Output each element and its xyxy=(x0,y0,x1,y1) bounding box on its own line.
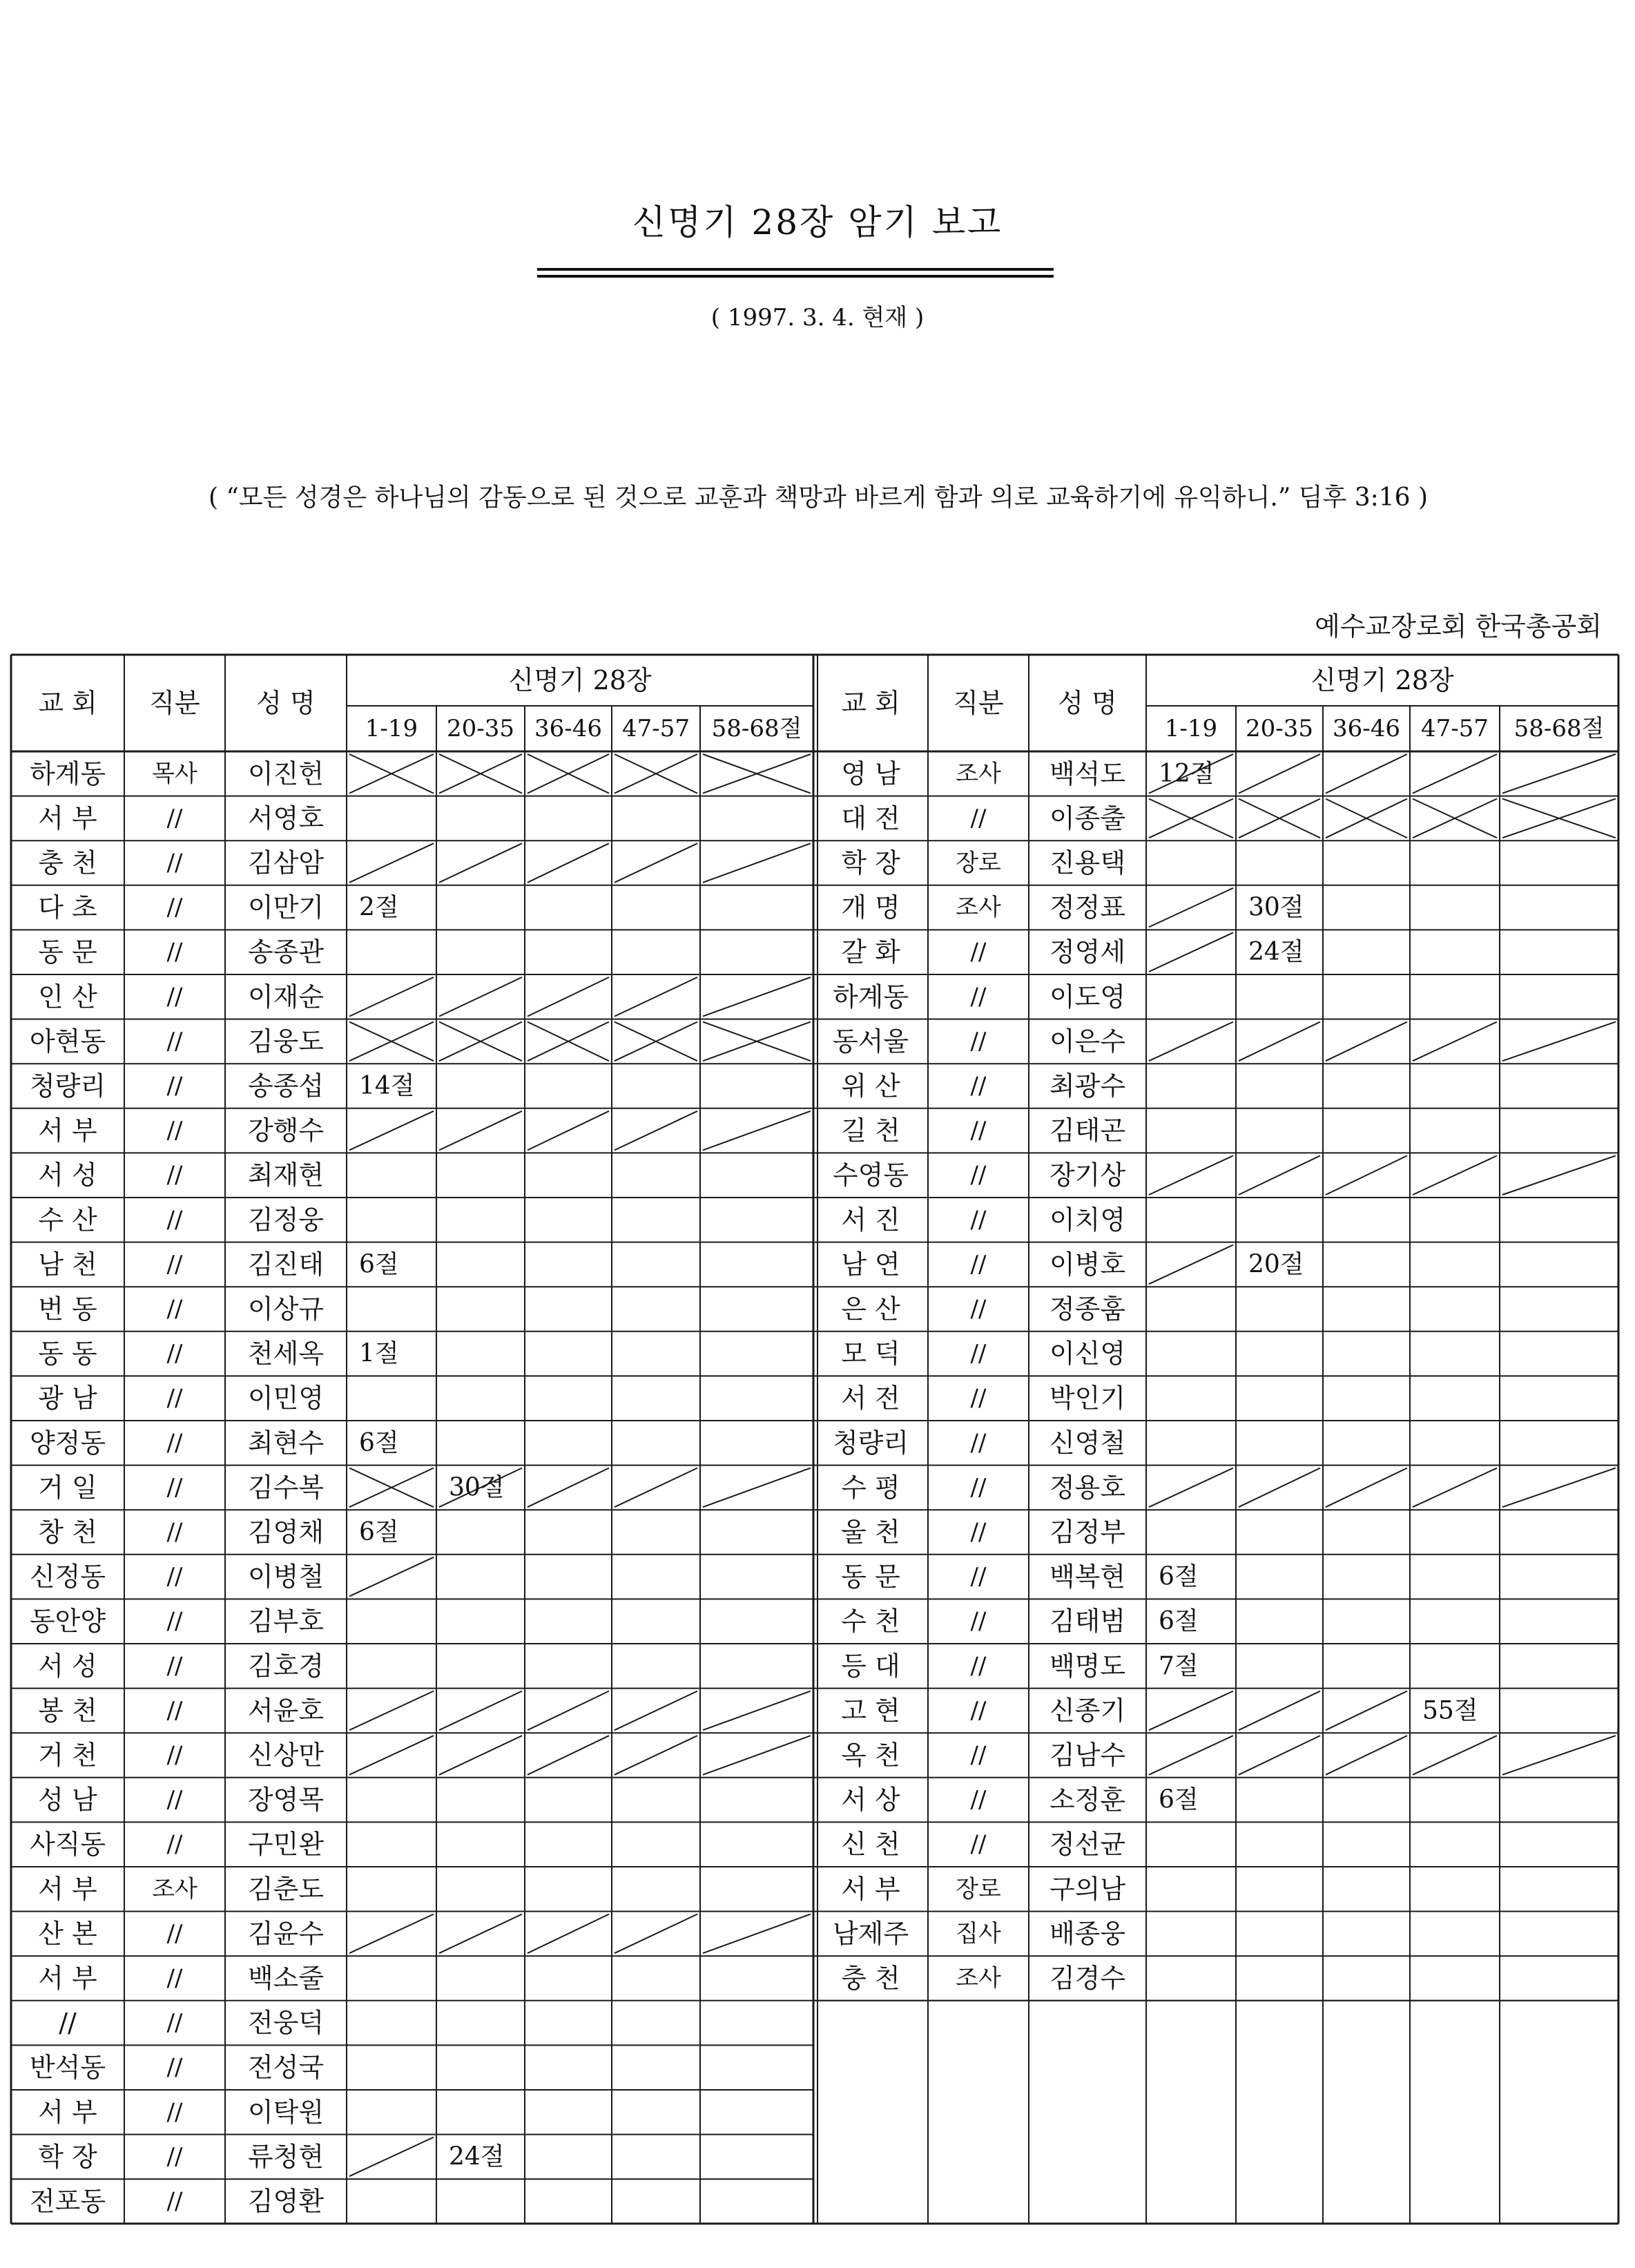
church-name: 봉 천 xyxy=(38,1695,97,1726)
slash-mark xyxy=(528,1736,609,1775)
position-title: // xyxy=(166,1919,183,1948)
slash-mark xyxy=(703,1111,811,1151)
position-title: // xyxy=(970,938,987,966)
person-name: 서윤호 xyxy=(247,1695,325,1726)
person-name: 박인기 xyxy=(1049,1383,1126,1414)
church-name: 다 초 xyxy=(38,892,97,923)
person-name: 장기상 xyxy=(1049,1160,1126,1191)
slash-mark xyxy=(349,977,434,1017)
church-name: 번 동 xyxy=(38,1294,97,1325)
person-name: 천세옥 xyxy=(247,1338,325,1370)
position-title: // xyxy=(166,1473,183,1501)
person-name: 강행수 xyxy=(247,1115,325,1146)
church-name: 신 천 xyxy=(841,1829,900,1860)
slash-mark xyxy=(1239,1155,1320,1195)
person-name: 송종관 xyxy=(247,936,325,968)
church-name: 은 산 xyxy=(841,1294,900,1325)
church-name: 거 천 xyxy=(38,1740,97,1771)
verse-count: 20절 xyxy=(1248,1250,1304,1279)
slash-mark xyxy=(1326,754,1407,794)
person-name: 이만기 xyxy=(247,892,325,923)
position-title: // xyxy=(166,1518,183,1546)
verse-count: 30절 xyxy=(449,1473,505,1502)
person-name: 백복현 xyxy=(1049,1561,1126,1593)
church-name: 하계동 xyxy=(832,981,909,1012)
organization-name: 예수교장로회 한국총공회 xyxy=(1315,611,1602,642)
church-name: 충 천 xyxy=(38,847,97,878)
position-title: 조사 xyxy=(956,894,1001,922)
church-name: 갈 화 xyxy=(841,936,900,968)
header-church-right: 교 회 xyxy=(841,688,900,718)
church-name: 서 부 xyxy=(38,1963,97,1994)
position-title: // xyxy=(970,1206,987,1234)
person-name: 김정부 xyxy=(1049,1517,1126,1548)
church-name: 동 동 xyxy=(38,1338,97,1370)
person-name: 신종기 xyxy=(1049,1695,1126,1726)
person-name: 이탁원 xyxy=(247,2097,325,2128)
church-name: 개 명 xyxy=(841,892,900,923)
verse-count: 6절 xyxy=(1159,1785,1199,1814)
position-title: // xyxy=(970,1340,987,1368)
person-name: 진용택 xyxy=(1049,847,1126,878)
position-title: // xyxy=(970,1295,987,1323)
church-name: 거 일 xyxy=(38,1472,97,1503)
slash-mark xyxy=(1239,1468,1320,1508)
church-name: 수 평 xyxy=(841,1472,900,1503)
church-name: 서 진 xyxy=(841,1204,900,1236)
church-name: 산 본 xyxy=(38,1918,97,1949)
slash-mark xyxy=(615,1111,697,1151)
slash-mark xyxy=(528,977,609,1017)
person-name: 김춘도 xyxy=(247,1874,325,1905)
person-name: 최현수 xyxy=(247,1428,325,1459)
position-title: 장로 xyxy=(956,849,1001,877)
slash-mark xyxy=(528,1914,609,1954)
church-name: 길 천 xyxy=(841,1115,900,1146)
position-title: // xyxy=(166,1117,183,1145)
slash-mark xyxy=(349,1914,434,1954)
position-title: // xyxy=(970,1741,987,1769)
church-name: 서 부 xyxy=(841,1874,900,1905)
header-range-right: 36-46 xyxy=(1332,715,1401,742)
slash-mark xyxy=(349,843,434,883)
position-title: 조사 xyxy=(956,1964,1001,1992)
slash-mark xyxy=(1413,1468,1497,1508)
verse-count: 6절 xyxy=(359,1250,399,1279)
person-name: 배종웅 xyxy=(1049,1918,1126,1949)
position-title: // xyxy=(970,1518,987,1546)
position-title: // xyxy=(970,1830,987,1858)
position-title: // xyxy=(970,1473,987,1501)
slash-mark xyxy=(1502,1155,1616,1195)
church-name: 하계동 xyxy=(29,758,106,789)
position-title: // xyxy=(166,1563,183,1591)
position-title: // xyxy=(166,1384,183,1412)
verse-count: 1절 xyxy=(359,1339,399,1368)
position-title: // xyxy=(166,983,183,1011)
verse-count: 12절 xyxy=(1159,759,1215,788)
person-name: 김정웅 xyxy=(247,1204,325,1236)
slash-mark xyxy=(703,1914,811,1954)
verse-count: 7절 xyxy=(1159,1651,1199,1680)
church-name: 아현동 xyxy=(29,1026,106,1057)
slash-mark xyxy=(1149,1245,1233,1285)
header-range-left: 1-19 xyxy=(365,715,418,742)
church-name: 서 부 xyxy=(38,1874,97,1905)
slash-mark xyxy=(528,1691,609,1731)
church-name: 등 대 xyxy=(841,1651,900,1682)
church-name: 남제주 xyxy=(832,1918,909,1949)
person-name: 김태곤 xyxy=(1049,1115,1126,1146)
slash-mark xyxy=(1413,1736,1497,1775)
person-name: 송종섭 xyxy=(247,1070,325,1102)
header-group-right: 신명기 28장 xyxy=(1310,665,1454,695)
slash-mark xyxy=(1149,888,1233,928)
person-name: 이재순 xyxy=(247,981,325,1012)
scripture-quote: ( “모든 성경은 하나님의 감동으로 된 것으로 교훈과 책망과 바르게 함과 의로 교육하기에 유익하니.” 딤후 3:16 ) xyxy=(208,483,1429,512)
person-name: 이진헌 xyxy=(247,758,325,789)
person-name: 이신영 xyxy=(1049,1338,1126,1370)
person-name: 백명도 xyxy=(1049,1651,1126,1682)
church-name: 동 문 xyxy=(841,1561,900,1593)
church-name: 수 천 xyxy=(841,1606,900,1637)
header-name-right: 성 명 xyxy=(1058,688,1117,718)
slash-mark xyxy=(1239,1022,1320,1061)
person-name: 이종출 xyxy=(1049,803,1126,834)
person-name: 신영철 xyxy=(1049,1428,1126,1459)
person-name: 김수복 xyxy=(247,1472,325,1503)
position-title: // xyxy=(970,1696,987,1724)
position-title: // xyxy=(166,1027,183,1055)
church-name: 학 장 xyxy=(841,847,900,878)
position-title: // xyxy=(970,1652,987,1680)
slash-mark xyxy=(1239,1736,1320,1775)
church-name: 성 남 xyxy=(38,1785,97,1816)
slash-mark xyxy=(1413,754,1497,794)
slash-mark xyxy=(439,1111,522,1151)
position-title: // xyxy=(166,2142,183,2171)
position-title: // xyxy=(166,1607,183,1635)
header-position-left: 직분 xyxy=(149,688,200,718)
church-name: 남 연 xyxy=(841,1249,900,1280)
verse-count: 14절 xyxy=(359,1072,415,1100)
church-name: 청량리 xyxy=(29,1070,106,1102)
document-date: ( 1997. 3. 4. 현재 ) xyxy=(710,304,925,331)
person-name: 신상만 xyxy=(247,1740,325,1771)
church-name: // xyxy=(59,2008,77,2039)
position-title: 장로 xyxy=(956,1875,1001,1903)
verse-count: 55절 xyxy=(1422,1696,1478,1725)
slash-mark xyxy=(1502,1468,1616,1508)
slash-mark xyxy=(615,843,697,883)
church-name: 충 천 xyxy=(841,1963,900,1994)
slash-mark xyxy=(703,1736,811,1775)
header-name-left: 성 명 xyxy=(256,688,316,718)
verse-count: 24절 xyxy=(1248,938,1304,967)
slash-mark xyxy=(439,977,522,1017)
position-title: // xyxy=(970,1250,987,1278)
church-name: 청량리 xyxy=(832,1428,909,1459)
person-name: 전웅덕 xyxy=(247,2008,325,2039)
header-position-right: 직분 xyxy=(953,688,1004,718)
slash-mark xyxy=(349,1557,434,1597)
slash-mark xyxy=(439,1914,522,1954)
verse-count: 6절 xyxy=(1159,1607,1199,1636)
person-name: 김영채 xyxy=(247,1517,325,1548)
position-title: 조사 xyxy=(956,760,1001,788)
person-name: 서영호 xyxy=(247,803,325,834)
slash-mark xyxy=(615,1691,697,1731)
church-name: 반석동 xyxy=(29,2052,106,2083)
verse-count: 24절 xyxy=(449,2142,505,2171)
slash-mark xyxy=(1326,1736,1407,1775)
slash-mark xyxy=(703,1691,811,1731)
church-name: 수영동 xyxy=(832,1160,909,1191)
position-title: // xyxy=(970,1563,987,1591)
slash-mark xyxy=(439,1736,522,1775)
person-name: 최광수 xyxy=(1049,1070,1126,1102)
header-range-left: 58-68절 xyxy=(711,715,802,742)
church-name: 양정동 xyxy=(29,1428,106,1459)
church-name: 동서울 xyxy=(832,1026,909,1057)
position-title: // xyxy=(970,1072,987,1100)
position-title: // xyxy=(166,1741,183,1769)
person-name: 구민완 xyxy=(247,1829,325,1860)
person-name: 김진태 xyxy=(247,1249,325,1280)
header-range-right: 58-68절 xyxy=(1513,715,1605,742)
person-name: 백석도 xyxy=(1049,758,1126,789)
slash-mark xyxy=(1239,1691,1320,1731)
position-title: // xyxy=(970,1607,987,1635)
header-church-left: 교 회 xyxy=(38,688,97,718)
person-name: 정용호 xyxy=(1049,1472,1126,1503)
slash-mark xyxy=(1326,1691,1407,1731)
slash-mark xyxy=(615,1468,697,1508)
verse-count: 30절 xyxy=(1248,893,1304,922)
position-title: // xyxy=(970,1384,987,1412)
person-name: 김삼암 xyxy=(247,847,325,878)
person-name: 소정훈 xyxy=(1049,1785,1126,1816)
church-name: 서 전 xyxy=(841,1383,900,1414)
person-name: 이병호 xyxy=(1049,1249,1126,1280)
church-name: 동안양 xyxy=(29,1606,106,1637)
church-name: 모 덕 xyxy=(841,1338,900,1370)
person-name: 류청현 xyxy=(247,2141,325,2172)
church-name: 대 전 xyxy=(841,803,900,834)
person-name: 정종훔 xyxy=(1049,1294,1126,1325)
church-name: 광 남 xyxy=(38,1383,97,1414)
verse-count: 6절 xyxy=(359,1428,399,1457)
slash-mark xyxy=(1413,1022,1497,1061)
slash-mark xyxy=(615,977,697,1017)
person-name: 이민영 xyxy=(247,1383,325,1414)
person-name: 정선균 xyxy=(1049,1829,1126,1860)
position-title: // xyxy=(970,1027,987,1055)
position-title: // xyxy=(166,849,183,877)
slash-mark xyxy=(528,1468,609,1508)
person-name: 김경수 xyxy=(1049,1963,1126,1994)
church-name: 전포동 xyxy=(29,2186,106,2217)
position-title: // xyxy=(970,1786,987,1814)
slash-mark xyxy=(1326,1022,1407,1061)
person-name: 최재현 xyxy=(247,1160,325,1191)
church-name: 서 부 xyxy=(38,2097,97,2128)
church-name: 인 산 xyxy=(38,981,97,1012)
position-title: // xyxy=(166,1340,183,1368)
position-title: // xyxy=(970,1429,987,1457)
verse-count: 2절 xyxy=(359,893,399,922)
slash-mark xyxy=(439,843,522,883)
person-name: 이도영 xyxy=(1049,981,1126,1012)
position-title: 집사 xyxy=(956,1919,1001,1948)
church-name: 서 부 xyxy=(38,1115,97,1146)
verse-count: 6절 xyxy=(359,1518,399,1546)
person-name: 장영목 xyxy=(247,1785,325,1816)
slash-mark xyxy=(1326,1155,1407,1195)
position-title: 목사 xyxy=(152,760,197,788)
slash-mark xyxy=(1239,754,1320,794)
position-title: // xyxy=(166,1786,183,1814)
position-title: // xyxy=(970,983,987,1011)
position-title: // xyxy=(166,1652,183,1680)
position-title: // xyxy=(166,804,183,832)
slash-mark xyxy=(1149,1022,1233,1061)
person-name: 김영환 xyxy=(247,2186,325,2217)
verse-count: 6절 xyxy=(1159,1562,1199,1591)
slash-mark xyxy=(1413,1155,1497,1195)
church-name: 서 상 xyxy=(841,1785,900,1816)
church-name: 고 현 xyxy=(841,1695,900,1726)
position-title: // xyxy=(166,894,183,922)
position-title: // xyxy=(166,2187,183,2216)
slash-mark xyxy=(615,1914,697,1954)
slash-mark xyxy=(349,1111,434,1151)
position-title: // xyxy=(166,938,183,966)
church-name: 영 남 xyxy=(841,758,900,789)
header-range-left: 36-46 xyxy=(534,715,603,742)
header-range-left: 20-35 xyxy=(446,715,515,742)
slash-mark xyxy=(349,1691,434,1731)
slash-mark xyxy=(1502,1022,1616,1061)
position-title: // xyxy=(970,804,987,832)
church-name: 서 성 xyxy=(38,1651,97,1682)
slash-mark xyxy=(703,977,811,1017)
position-title: 조사 xyxy=(152,1875,197,1903)
position-title: // xyxy=(970,1161,987,1189)
slash-mark xyxy=(1502,754,1616,794)
slash-mark xyxy=(615,1736,697,1775)
person-name: 김남수 xyxy=(1049,1740,1126,1771)
church-name: 서 성 xyxy=(38,1160,97,1191)
church-name: 동 문 xyxy=(38,936,97,968)
position-title: // xyxy=(166,1295,183,1323)
header-range-right: 20-35 xyxy=(1245,715,1314,742)
position-title: // xyxy=(166,1161,183,1189)
church-name: 수 산 xyxy=(38,1204,97,1236)
church-name: 학 장 xyxy=(38,2141,97,2172)
person-name: 전성국 xyxy=(247,2052,325,2083)
slash-mark xyxy=(1502,1736,1616,1775)
church-name: 신정동 xyxy=(29,1561,106,1593)
header-range-left: 47-57 xyxy=(621,715,690,742)
slash-mark xyxy=(1149,1736,1233,1775)
slash-mark xyxy=(528,843,609,883)
person-name: 이치영 xyxy=(1049,1204,1126,1236)
position-title: // xyxy=(166,2053,183,2082)
church-name: 옥 천 xyxy=(841,1740,900,1771)
position-title: // xyxy=(166,1429,183,1457)
position-title: // xyxy=(166,1696,183,1724)
document-title: 신명기 28장 암기 보고 xyxy=(632,202,1003,242)
position-title: // xyxy=(166,2009,183,2037)
header-range-right: 1-19 xyxy=(1164,715,1218,742)
slash-mark xyxy=(349,2137,434,2177)
person-name: 김윤수 xyxy=(247,1918,325,1949)
person-name: 이병철 xyxy=(247,1561,325,1593)
church-name: 위 산 xyxy=(841,1070,900,1102)
slash-mark xyxy=(1149,932,1233,972)
slash-mark xyxy=(439,1691,522,1731)
slash-mark xyxy=(703,843,811,883)
slash-mark xyxy=(1149,1468,1233,1508)
slash-mark xyxy=(1149,1155,1233,1195)
position-title: // xyxy=(166,1964,183,1992)
person-name: 김웅도 xyxy=(247,1026,325,1057)
person-name: 구의남 xyxy=(1049,1874,1126,1905)
position-title: // xyxy=(166,1206,183,1234)
church-name: 서 부 xyxy=(38,803,97,834)
slash-mark xyxy=(528,1111,609,1151)
person-name: 김태범 xyxy=(1049,1606,1126,1637)
person-name: 정정표 xyxy=(1049,892,1126,923)
person-name: 이은수 xyxy=(1049,1026,1126,1057)
header-range-right: 47-57 xyxy=(1420,715,1489,742)
position-title: // xyxy=(166,1250,183,1278)
church-name: 창 천 xyxy=(38,1517,97,1548)
header-group-left: 신명기 28장 xyxy=(508,665,652,695)
position-title: // xyxy=(970,1117,987,1145)
slash-mark xyxy=(349,1736,434,1775)
person-name: 정영세 xyxy=(1049,936,1126,968)
position-title: // xyxy=(166,1830,183,1858)
position-title: // xyxy=(166,1072,183,1100)
person-name: 김호경 xyxy=(247,1651,325,1682)
person-name: 백소줄 xyxy=(247,1963,325,1994)
person-name: 이상규 xyxy=(247,1294,325,1325)
church-name: 사직동 xyxy=(29,1829,106,1860)
position-title: // xyxy=(166,2098,183,2126)
church-name: 울 천 xyxy=(841,1517,900,1548)
slash-mark xyxy=(1326,1468,1407,1508)
slash-mark xyxy=(1149,1691,1233,1731)
church-name: 남 천 xyxy=(38,1249,97,1280)
person-name: 김부호 xyxy=(247,1606,325,1637)
slash-mark xyxy=(703,1468,811,1508)
